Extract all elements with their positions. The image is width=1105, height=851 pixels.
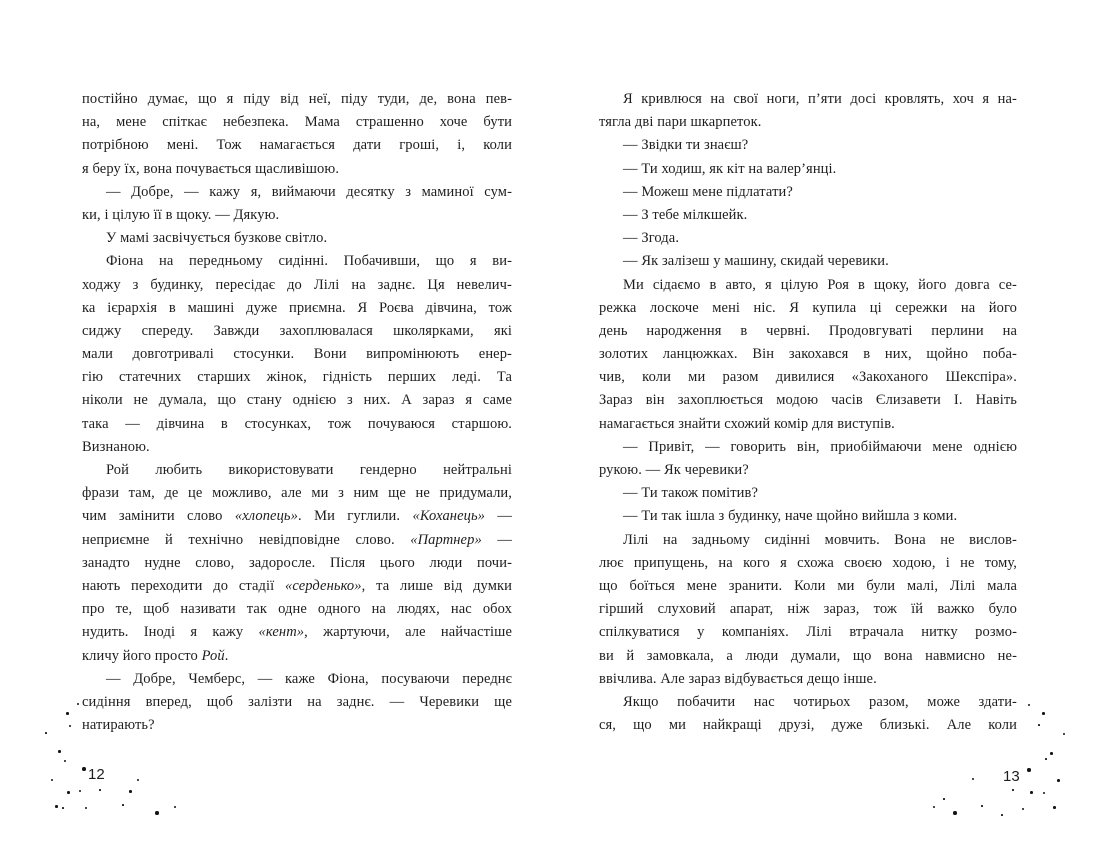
sparkle-dot [79,790,81,792]
sparkle-dot [55,805,58,808]
sparkle-dot [1022,808,1024,810]
text-line: на, мене спіткає небезпека. Мама страшенно хоче бути [82,114,512,131]
sparkle-dot [972,778,974,780]
text-line: нають переходити до стадії «серденько», та лише від думки [82,577,512,594]
text-line: ка ієрархія в машині дуже приємна. Я Роєва дівчина, тож [82,299,512,316]
sparkle-dot [1028,704,1030,706]
text-line: чим замінити слово «хлопець». Ми гуглили. «Коханець» — [82,508,513,525]
text-line: режка лоскоче мені ніс. Я купила ці сережки на його [599,299,1017,316]
page-right-text-column [599,88,1017,737]
text-line: ви й замовкала, а люди думали, що вона навмисно не- [599,647,1017,664]
sparkle-dot [58,750,61,753]
text-line: — Звідки ти знаєш? [623,137,749,154]
text-line: мали довготривалі стосунки. Вони випромінюють енер- [82,346,512,363]
text-line: — З тебе мілкшейк. [623,206,748,223]
sparkle-dot [99,789,101,791]
text-line: — Добре, — кажу я, виймаючи десятку з маминої сум- [106,183,512,200]
sparkle-dot [129,790,132,793]
text-line: — Ти також помітив? [623,485,759,502]
sparkle-dot [981,805,983,807]
text-line: — Ти ходиш, як кіт на валер’янці. [623,160,837,177]
text-line: Визнаною. [82,438,150,455]
text-line: фрази там, де це можливо, але ми з ним ще не придумали, [82,485,512,502]
text-line: ки, і цілую її в щоку. — Дякую. [82,206,280,223]
sparkle-dot [174,806,176,808]
text-line: Зараз він захоплюється модою часів Єлизавети I. Навіть [599,392,1017,409]
sparkle-dot [1043,792,1045,794]
sparkle-dot [943,798,945,800]
text-line: спілкуватися у компаніях. Лілі втрачала нитку розмо- [599,624,1017,641]
page-left-text-column [82,88,512,737]
sparkle-dot [1042,712,1045,715]
text-line: занадто нудне слово, задоросле. Після цього люди почи- [82,554,512,571]
sparkle-dot [77,703,79,705]
text-line: гію статечних старших жінок, гідність перших леді. Та [82,369,512,386]
text-line: день народження в червні. Продовгуваті перлини на [599,322,1017,339]
text-line: сидіння вперед, щоб залізти на заднє. — Черевики ще [82,693,512,710]
sparkle-dot [1057,779,1060,782]
text-line: тягла дві пари шкарпеток. [599,114,762,131]
text-line: чив, коли ми разом дивилися «Закоханого Шекспіра». [599,369,1017,386]
sparkle-dot [64,760,66,762]
text-line: неприємне й технічно невідповідне слово. «Партнер» — [82,531,512,548]
text-line: Лілі на задньому сидінні мовчить. Вона не вислов- [623,531,1017,548]
text-line: Якщо побачити нас чотирьох разом, може здати- [623,693,1017,710]
text-line: — Добре, Чемберс, — каже Фіона, посуваючи переднє [106,670,512,687]
text-line: потрібною мені. Тож намагається дати гроші, і, коли [82,137,512,154]
sparkle-dot [122,804,124,806]
sparkle-dot [66,712,69,715]
sparkle-dot [953,811,957,815]
text-line: рукою. — Як черевики? [599,462,749,478]
text-line: гірший слуховий апарат, ніж зараз, тож їй важко було [599,601,1017,618]
text-line: Ми сідаємо в авто, я цілую Роя в щоку, його довга се- [623,276,1017,293]
sparkle-dot [51,779,53,781]
text-line: ся, що ми найкращі друзі, дуже близькі. Але коли [599,717,1017,734]
text-line: золотих ланцюжках. Він закохався в них, щойно поба- [599,346,1017,363]
text-line: така — дівчина в стосунках, тож почуваюся старшою. [82,415,512,432]
text-line: кличу його просто Рой. [82,647,229,664]
sparkle-dot [67,791,70,794]
page-number-left: 12 [88,766,105,783]
text-line: — Привіт, — говорить він, приобіймаючи мене однією [623,438,1017,455]
sparkle-dot [1001,814,1003,816]
text-line: ввічлива. Але зараз відбувається дещо інше. [599,670,877,687]
text-line: намагається знайти схожий комір для виступів. [599,415,895,432]
text-line: постійно думає, що я піду від неї, піду туди, де, вона пев- [82,91,512,107]
text-line: У мамі засвічується бузкове світло. [106,230,328,247]
sparkle-dot [1050,752,1053,755]
sparkle-dot [1053,806,1056,809]
sparkle-dot [69,725,71,727]
text-line: — Можеш мене підлатати? [623,183,793,200]
text-line: Рой любить використовувати гендерно нейтральні [106,462,512,478]
text-line: — Ти так ішла з будинку, наче щойно вийшла з коми. [623,508,958,525]
sparkle-dot [1012,789,1014,791]
sparkle-dot [85,807,87,809]
text-line: лює припущень, на кого я схожа своєю ходою, і не тому, [599,554,1017,571]
page-number-right: 13 [1003,768,1020,785]
text-line: — Згода. [623,230,680,247]
text-line: — Як залізеш у машину, скидай черевики. [623,253,889,270]
text-line: про те, щоб називати так одне одного на людях, нас обох [82,601,512,618]
sparkle-dot [1045,758,1047,760]
sparkle-dot [1027,768,1031,772]
sparkle-dot [933,806,935,808]
sparkle-dot [137,779,139,781]
text-line: Фіона на передньому сидінні. Побачивши, що я ви- [106,253,512,270]
text-line: що боїться мене зранити. Коли ми були малі, Лілі мала [599,577,1017,594]
text-line: натирають? [82,717,155,734]
sparkle-dot [82,767,86,771]
sparkle-dot [155,811,159,815]
text-line: ніколи не думала, що стану однією з них. А зараз я саме [82,392,512,409]
sparkle-dot [1030,791,1033,794]
text-line: я беру їх, вона почувається щасливішою. [82,160,340,177]
text-line: Я кривлюся на свої ноги, п’яти досі кровлять, хоч я на- [623,91,1017,107]
text-line: сиджу спереду. Завжди захоплювалася школярками, які [82,322,512,339]
text-line: ходжу з будинку, пересідає до Лілі на заднє. Ця невелич- [82,276,512,293]
text-line: нудить. Іноді я кажу «кент», жартуючи, але найчастіше [82,624,512,641]
sparkle-dot [45,732,47,734]
sparkle-dot [1063,733,1065,735]
sparkle-dot [1038,724,1040,726]
sparkle-dot [62,807,64,809]
